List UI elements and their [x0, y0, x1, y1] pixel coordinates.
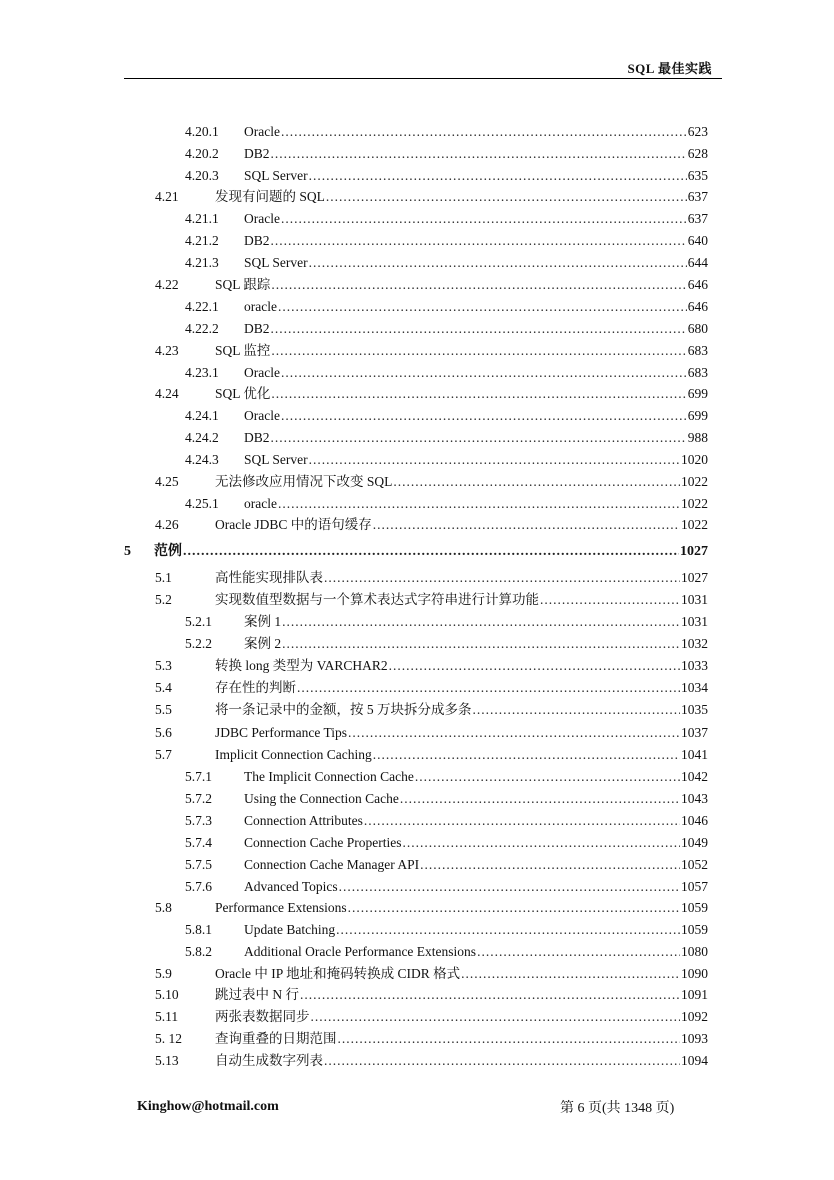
toc-entry-number: 5.5: [155, 702, 172, 717]
toc-entry[interactable]: [185, 253, 708, 273]
toc-entry-title: 范例: [154, 544, 182, 559]
toc-entry-title: DB2: [244, 321, 270, 336]
toc-entry-page: 1027: [681, 570, 708, 585]
toc-entry-title: 将一条记录中的金额，按 5 万块拆分成多条: [215, 702, 472, 717]
toc-entry-page: 1031: [681, 614, 708, 629]
toc-entry[interactable]: [185, 144, 708, 164]
toc-entry-page: 1020: [681, 452, 708, 467]
toc-entry[interactable]: [155, 472, 708, 492]
toc-entry-number: 5.4: [155, 680, 172, 695]
toc-entry-page: 1080: [681, 944, 708, 959]
toc-entry-page: 1046: [681, 813, 708, 828]
toc-entry-number: 5.3: [155, 658, 172, 673]
toc-entry-title: Oracle 中 IP 地址和掩码转换成 CIDR 格式: [215, 966, 461, 981]
toc-entry-title: 查询重叠的日期范围: [215, 1031, 337, 1046]
toc-entry-page: 1092: [681, 1009, 708, 1024]
toc-entry-number: 4.21.1: [185, 211, 219, 226]
toc-entry[interactable]: [155, 515, 708, 535]
toc-entry-page: 1059: [681, 900, 708, 915]
toc-dot-leader: [373, 515, 680, 535]
toc-entry-page: 644: [687, 255, 708, 270]
toc-entry[interactable]: [185, 363, 708, 383]
header-rule: [124, 78, 722, 79]
toc-entry-number: 5.6: [155, 725, 172, 740]
toc-dot-leader: [415, 767, 680, 787]
toc-entry-title: SQL Server: [244, 255, 308, 270]
toc-entry-page: 637: [687, 189, 708, 204]
toc-entry-number: 4.20.2: [185, 146, 219, 161]
toc-entry-title: DB2: [244, 430, 270, 445]
toc-entry-page: 635: [687, 168, 708, 183]
toc-entry-page: 1052: [681, 857, 708, 872]
toc-entry[interactable]: [155, 1029, 708, 1049]
toc-dot-leader: [540, 590, 680, 610]
toc-dot-leader: [477, 942, 680, 962]
toc-entry-title: 两张表数据同步: [215, 1009, 310, 1024]
toc-entry[interactable]: [155, 341, 708, 361]
toc-dot-leader: [281, 406, 687, 426]
toc-entry-number: 5.8.2: [185, 944, 212, 959]
toc-dot-leader: [282, 634, 680, 654]
toc-entry-page: 683: [687, 343, 708, 358]
toc-dot-leader: [297, 678, 680, 698]
toc-entry[interactable]: [185, 634, 708, 654]
toc-entry-page: 640: [687, 233, 708, 248]
toc-entry-title: oracle: [244, 299, 277, 314]
toc-entry[interactable]: [185, 877, 708, 897]
toc-entry-title: 实现数值型数据与一个算术表达式字符串进行计算功能: [215, 592, 539, 607]
toc-entry-title: SQL Server: [244, 452, 308, 467]
toc-entry-title: 跳过表中 N 行: [215, 987, 299, 1002]
toc-entry[interactable]: [155, 590, 708, 610]
toc-entry-number: 5.10: [155, 987, 179, 1002]
toc-entry[interactable]: [185, 767, 708, 787]
toc-dot-leader: [309, 166, 687, 186]
toc-entry-title: SQL Server: [244, 168, 308, 183]
toc-entry[interactable]: [155, 700, 708, 720]
toc-dot-leader: [281, 209, 687, 229]
toc-entry-page: 1031: [681, 592, 708, 607]
toc-entry[interactable]: [185, 406, 708, 426]
toc-dot-leader: [309, 253, 687, 273]
toc-entry-page: 1049: [681, 835, 708, 850]
toc-entry[interactable]: [185, 450, 708, 470]
toc-entry-number: 5.8.1: [185, 922, 212, 937]
toc-entry-page: 1034: [681, 680, 708, 695]
toc-entry-title: Connection Cache Manager API: [244, 857, 420, 872]
toc-entry-title: 自动生成数字列表: [215, 1053, 323, 1068]
toc-entry-number: 4.22.2: [185, 321, 219, 336]
toc-entry[interactable]: [155, 723, 708, 743]
toc-dot-leader: [300, 985, 680, 1005]
toc-entry-page: 1041: [681, 747, 708, 762]
toc-entry[interactable]: [155, 898, 708, 918]
toc-entry-number: 5. 12: [155, 1031, 182, 1046]
toc-entry-page: 1042: [681, 769, 708, 784]
toc-entry[interactable]: [155, 656, 708, 676]
toc-dot-leader: [364, 811, 680, 831]
toc-entry-page: 1027: [680, 544, 708, 559]
toc-entry[interactable]: [185, 297, 708, 317]
toc-entry-page: 1091: [681, 987, 708, 1002]
toc-entry-page: 628: [687, 146, 708, 161]
toc-entry-title: 案例 1: [244, 614, 282, 629]
toc-dot-leader: [473, 700, 681, 720]
toc-entry-number: 4.23: [155, 343, 179, 358]
toc-entry-number: 4.20.3: [185, 168, 219, 183]
toc-dot-leader: [389, 656, 680, 676]
toc-entry-number: 5.7.2: [185, 791, 212, 806]
toc-entry-number: 5.13: [155, 1053, 179, 1068]
toc-entry-number: 4.24.2: [185, 430, 219, 445]
toc-dot-leader: [309, 450, 680, 470]
toc-dot-leader: [348, 723, 680, 743]
toc-dot-leader: [400, 789, 680, 809]
toc-dot-leader: [402, 833, 680, 853]
toc-entry-page: 699: [687, 386, 708, 401]
toc-entry-title: Oracle: [244, 211, 280, 226]
toc-entry-title: The Implicit Connection Cache: [244, 769, 414, 784]
toc-entry-number: 5: [124, 544, 131, 559]
toc-dot-leader: [281, 122, 687, 142]
toc-entry-number: 5.2: [155, 592, 172, 607]
toc-dot-leader: [271, 144, 687, 164]
toc-entry-page: 1037: [681, 725, 708, 740]
toc-entry-number: 4.23.1: [185, 365, 219, 380]
toc-entry-title: Performance Extensions: [215, 900, 347, 915]
toc-dot-leader: [338, 1029, 681, 1049]
toc-entry-page: 646: [687, 299, 708, 314]
toc-dot-leader: [271, 384, 686, 404]
toc-dot-leader: [271, 428, 687, 448]
toc-dot-leader: [278, 297, 687, 317]
toc-entry-title: oracle: [244, 496, 277, 511]
toc-entry-page: 637: [687, 211, 708, 226]
toc-entry-title: Oracle JDBC 中的语句缓存: [215, 517, 372, 532]
toc-entry-number: 5.2.2: [185, 636, 212, 651]
toc-dot-leader: [420, 855, 680, 875]
toc-entry-number: 5.2.1: [185, 614, 212, 629]
toc-entry-page: 1043: [681, 791, 708, 806]
toc-entry-number: 4.21.3: [185, 255, 219, 270]
toc-entry-page: 680: [687, 321, 708, 336]
toc-entry-number: 4.20.1: [185, 124, 219, 139]
toc-entry-page: 699: [687, 408, 708, 423]
toc-entry-title: Connection Cache Properties: [244, 835, 402, 850]
toc-entry-page: 623: [687, 124, 708, 139]
toc-entry[interactable]: [185, 231, 708, 251]
toc-entry-number: 4.26: [155, 517, 179, 532]
toc-entry[interactable]: [155, 964, 708, 984]
toc-dot-leader: [461, 964, 680, 984]
toc-dot-leader: [348, 898, 680, 918]
toc-dot-leader: [271, 319, 687, 339]
toc-entry-page: 1059: [681, 922, 708, 937]
toc-entry-page: 1022: [681, 496, 708, 511]
toc-entry-number: 5.7.1: [185, 769, 212, 784]
toc-entry-title: Connection Attributes: [244, 813, 363, 828]
toc-entry[interactable]: [185, 122, 708, 142]
toc-dot-leader: [278, 494, 680, 514]
toc-entry-page: 1094: [681, 1053, 708, 1068]
toc-entry[interactable]: [185, 209, 708, 229]
toc-entry[interactable]: [185, 494, 708, 514]
toc-entry[interactable]: [185, 942, 708, 962]
toc-entry-number: 4.24.1: [185, 408, 219, 423]
toc-entry-title: 高性能实现排队表: [215, 570, 323, 585]
toc-entry-title: 案例 2: [244, 636, 282, 651]
toc-entry-title: Oracle: [244, 408, 280, 423]
toc-entry[interactable]: [185, 789, 708, 809]
toc-entry[interactable]: [155, 985, 708, 1005]
toc-entry-number: 5.7: [155, 747, 172, 762]
toc-entry-number: 4.25.1: [185, 496, 219, 511]
toc-entry-title: Implicit Connection Caching: [215, 747, 372, 762]
toc-entry[interactable]: [155, 187, 708, 207]
toc-entry[interactable]: [155, 384, 708, 404]
toc-entry[interactable]: [185, 855, 708, 875]
toc-dot-leader: [271, 275, 686, 295]
toc-entry-title: Additional Oracle Performance Extensions: [244, 944, 477, 959]
toc-dot-leader: [282, 612, 680, 632]
footer-page-info: 第 6 页(共 1348 页): [560, 1101, 675, 1116]
toc-dot-leader: [281, 363, 687, 383]
toc-entry-title: DB2: [244, 146, 270, 161]
toc-entry[interactable]: [155, 1007, 708, 1027]
toc-entry-title: Advanced Topics: [244, 879, 338, 894]
toc-entry-number: 5.9: [155, 966, 172, 981]
toc-entry-page: 1022: [681, 517, 708, 532]
toc-entry-page: 1033: [681, 658, 708, 673]
toc-entry[interactable]: [124, 542, 708, 562]
toc-dot-leader: [324, 1051, 680, 1071]
toc-dot-leader: [339, 877, 680, 897]
toc-entry-number: 4.24: [155, 386, 179, 401]
toc-entry-number: 4.25: [155, 474, 179, 489]
toc-entry-page: 1035: [681, 702, 708, 717]
toc-entry-number: 5.7.4: [185, 835, 212, 850]
toc-entry[interactable]: [185, 428, 708, 448]
toc-entry[interactable]: [185, 319, 708, 339]
toc-entry-title: SQL 优化: [215, 386, 271, 401]
toc-entry-title: 无法修改应用情况下改变 SQL: [215, 474, 393, 489]
toc-entry-title: Oracle: [244, 365, 280, 380]
toc-entry-page: 1057: [681, 879, 708, 894]
toc-entry-title: SQL 监控: [215, 343, 271, 358]
toc-dot-leader: [183, 542, 679, 562]
toc-entry-page: 1090: [681, 966, 708, 981]
toc-entry-page: 1032: [681, 636, 708, 651]
toc-entry-number: 5.7.6: [185, 879, 212, 894]
toc-entry-page: 646: [687, 277, 708, 292]
toc-entry[interactable]: [155, 1051, 708, 1071]
toc-entry-title: SQL 跟踪: [215, 277, 271, 292]
toc-entry[interactable]: [185, 811, 708, 831]
footer-email: Kinghow@hotmail.com: [137, 1099, 279, 1114]
toc-entry-title: Update Batching: [244, 922, 336, 937]
running-header-title: SQL 最佳实践: [627, 61, 712, 76]
toc-entry[interactable]: [185, 612, 708, 632]
toc-entry-page: 1093: [681, 1031, 708, 1046]
toc-dot-leader: [336, 920, 680, 940]
toc-dot-leader: [324, 568, 680, 588]
toc-entry-number: 4.22.1: [185, 299, 219, 314]
toc-entry[interactable]: [155, 568, 708, 588]
toc-entry[interactable]: [155, 275, 708, 295]
toc-entry-number: 4.22: [155, 277, 179, 292]
toc-entry-number: 4.24.3: [185, 452, 219, 467]
toc-dot-leader: [311, 1007, 681, 1027]
toc-dot-leader: [373, 745, 680, 765]
toc-entry-number: 4.21.2: [185, 233, 219, 248]
toc-entry-title: DB2: [244, 233, 270, 248]
toc-entry[interactable]: [185, 920, 708, 940]
toc-entry-page: 1022: [681, 474, 708, 489]
toc-entry[interactable]: [155, 745, 708, 765]
toc-entry-number: 5.8: [155, 900, 172, 915]
toc-entry-page: 683: [687, 365, 708, 380]
toc-entry-number: 5.7.3: [185, 813, 212, 828]
toc-entry-number: 5.7.5: [185, 857, 212, 872]
toc-entry[interactable]: [155, 678, 708, 698]
toc-entry-number: 4.21: [155, 189, 179, 204]
toc-entry[interactable]: [185, 166, 708, 186]
toc-dot-leader: [271, 341, 686, 361]
toc-entry-title: 发现有问题的 SQL: [215, 189, 325, 204]
toc-entry-number: 5.1: [155, 570, 172, 585]
toc-entry-title: 存在性的判断: [215, 680, 296, 695]
toc-entry-number: 5.11: [155, 1009, 179, 1024]
toc-dot-leader: [393, 472, 680, 492]
toc-entry-title: Oracle: [244, 124, 280, 139]
toc-entry-title: Using the Connection Cache: [244, 791, 399, 806]
toc-entry-title: 转换 long 类型为 VARCHAR2: [215, 658, 388, 673]
toc-dot-leader: [326, 187, 687, 207]
toc-dot-leader: [271, 231, 687, 251]
toc-entry-title: JDBC Performance Tips: [215, 725, 348, 740]
toc-entry[interactable]: [185, 833, 708, 853]
toc-entry-page: 988: [687, 430, 708, 445]
